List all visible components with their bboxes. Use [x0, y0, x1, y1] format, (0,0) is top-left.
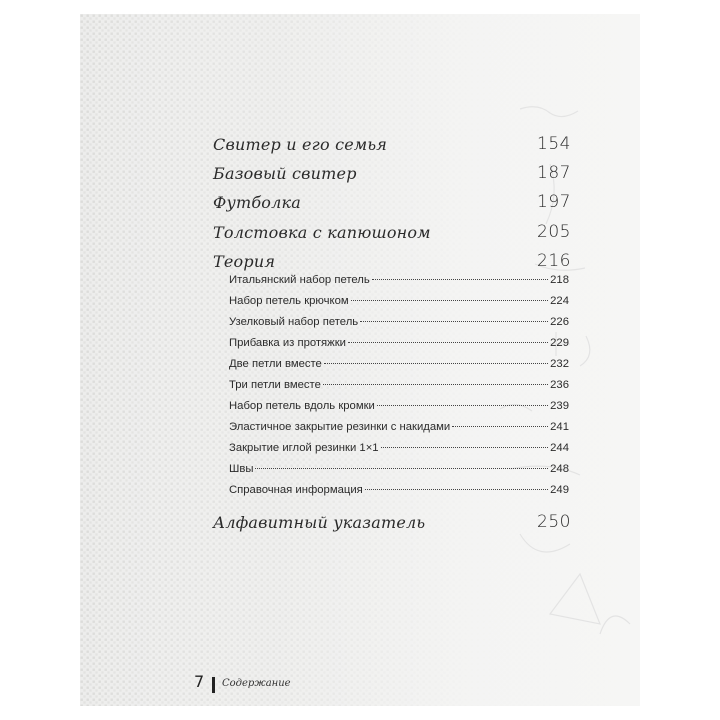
dot-leader: [348, 342, 548, 343]
toc-subentry-page: 239: [550, 400, 569, 412]
dot-leader: [323, 384, 548, 385]
toc-entry-title: Алфавитный указатель: [213, 512, 426, 532]
dot-leader: [381, 447, 549, 448]
dot-leader: [324, 363, 548, 364]
toc-entry[interactable]: [213, 159, 571, 187]
toc-subentry[interactable]: [229, 358, 569, 378]
toc-subentry[interactable]: [229, 442, 569, 462]
toc-subentry[interactable]: [229, 274, 569, 294]
toc-subentry-page: 226: [550, 316, 569, 328]
book-page: [80, 14, 640, 706]
toc-subentry-title: Набор петель крючком: [229, 295, 349, 307]
toc-subentry[interactable]: [229, 379, 569, 399]
table-of-contents: [80, 14, 640, 706]
dot-leader: [452, 426, 548, 427]
toc-entry-title: Теория: [213, 251, 276, 271]
toc-subentry-page: 248: [550, 463, 569, 475]
toc-subentry-title: Узелковый набор петель: [229, 316, 359, 328]
toc-entry-index[interactable]: [213, 508, 571, 536]
toc-subentry[interactable]: [229, 295, 569, 315]
toc-subentry-page: 229: [550, 337, 569, 349]
toc-subentry-page: 236: [550, 379, 569, 391]
toc-entry[interactable]: [213, 188, 571, 216]
toc-subentry-title: Две петли вместе: [229, 358, 322, 370]
toc-subentry[interactable]: [229, 484, 569, 504]
toc-entry-title: Базовый свитер: [213, 163, 357, 183]
folio-page-number: 7: [194, 672, 205, 691]
toc-entry-page: 154: [537, 134, 571, 154]
dot-leader: [365, 489, 548, 490]
toc-entry-page: 250: [537, 512, 571, 532]
toc-subentry[interactable]: [229, 421, 569, 441]
toc-subentry[interactable]: [229, 400, 569, 420]
toc-entry[interactable]: [213, 218, 571, 246]
toc-subentry-title: Справочная информация: [229, 484, 363, 496]
toc-entry-page: 216: [537, 251, 571, 271]
running-footer-section: Содержание: [222, 678, 291, 689]
dot-leader: [377, 405, 548, 406]
toc-subentry[interactable]: [229, 337, 569, 357]
toc-subentry-title: Набор петель вдоль кромки: [229, 400, 375, 412]
toc-subentry-page: 244: [550, 442, 569, 454]
toc-subentry-page: 218: [550, 274, 569, 286]
toc-entry[interactable]: [213, 130, 571, 158]
toc-subentry-page: 249: [550, 484, 569, 496]
toc-entry-page: 205: [537, 222, 571, 242]
toc-entry-page: 197: [537, 192, 571, 212]
toc-entry-title: Футболка: [213, 192, 302, 212]
toc-subentry-page: 232: [550, 358, 569, 370]
toc-entry-title: Толстовка с капюшоном: [213, 222, 431, 242]
dot-leader: [255, 468, 548, 469]
toc-subentry-title: Итальянский набор петель: [229, 274, 370, 286]
dot-leader: [372, 279, 548, 280]
toc-subentry[interactable]: [229, 463, 569, 483]
dot-leader: [360, 321, 548, 322]
toc-entry-page: 187: [537, 163, 571, 183]
toc-subentry-page: 241: [550, 421, 569, 433]
toc-entry-title: Свитер и его семья: [213, 134, 388, 154]
folio-divider: [212, 677, 215, 693]
toc-subentry[interactable]: [229, 316, 569, 336]
toc-subentry-title: Закрытие иглой резинки 1×1: [229, 442, 379, 454]
dot-leader: [351, 300, 548, 301]
toc-subentry-title: Три петли вместе: [229, 379, 321, 391]
toc-subentry-page: 224: [550, 295, 569, 307]
toc-entry[interactable]: [213, 247, 571, 275]
toc-subentry-title: Прибавка из протяжки: [229, 337, 346, 349]
toc-subentry-title: Эластичное закрытие резинки с накидами: [229, 421, 451, 433]
toc-subentry-title: Швы: [229, 463, 254, 475]
